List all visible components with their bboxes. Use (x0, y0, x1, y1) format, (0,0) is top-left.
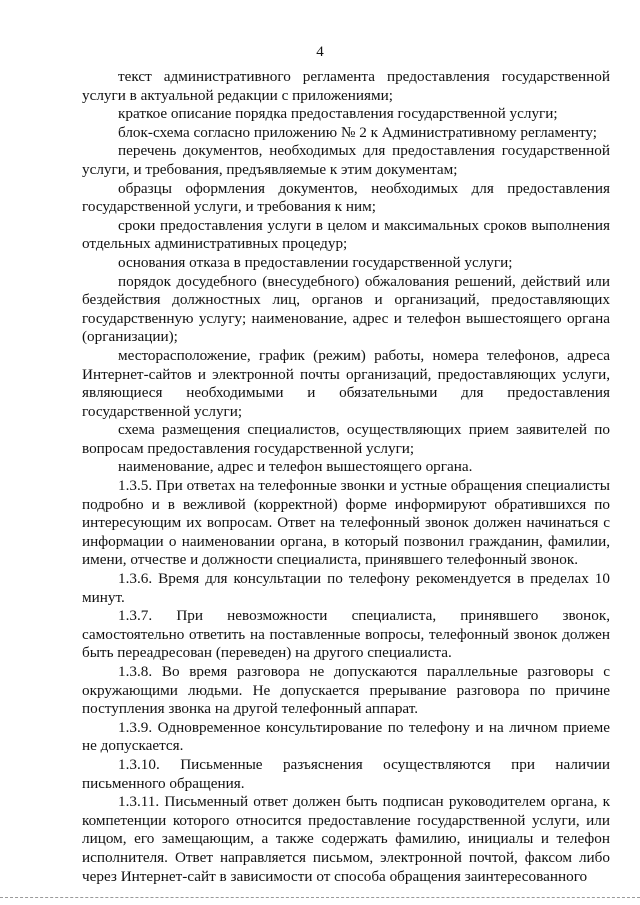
paragraph: порядок досудебного (внесудебного) обжалования решений, действий или бездействия должностных лиц, органов и организаций, предоставляющих государственную услугу; наименование, адрес и телефон вышестоящего органа (организации); (82, 272, 610, 346)
paragraph: сроки предоставления услуги в целом и максимальных сроков выполнения отдельных административных процедур; (82, 216, 610, 253)
paragraph: схема размещения специалистов, осуществляющих прием заявителей по вопросам предоставления государственной услуги; (82, 421, 610, 457)
section-paragraph: 1.3.11. Письменный ответ должен быть подписан руководителем органа, к компетенции которого относится предоставление государственной услуги, или лицом, его замещающим, а также содержать фамилию, инициалы и телефон исполнителя. Ответ направляется письмом, электронной почтой, факсом либо через Интернет-сайт в зависимости от способа обращения заинтересованного (82, 793, 610, 885)
section-paragraph: 1.3.10. Письменные разъяснения осуществляются при наличии письменного обращения. (82, 755, 610, 792)
section-paragraph: 1.3.7. При невозможности специалиста, принявшего звонок, самостоятельно ответить на поставленные вопросы, телефонный звонок должен быть переадресован (переведен) на другого специалиста. (82, 607, 610, 662)
paragraph: текст административного регламента предоставления государственной услуги в актуальной редакции с приложениями; (82, 68, 610, 104)
section-paragraph: 1.3.5. При ответах на телефонные звонки и устные обращения специалисты подробно и в вежливой (корректной) форме информируют обратившихся по интересующим их вопросам. Ответ на телефонный звонок должен начинаться с информации о наименовании органа, в который позвонил гражданин, фамилии, имени, отчестве и должности специалиста, принявшего телефонный звонок. (82, 477, 610, 569)
paragraph: наименование, адрес и телефон вышестоящего органа. (118, 458, 473, 476)
document-body (82, 68, 610, 886)
section-paragraph: 1.3.6. Время для консультации по телефону рекомендуется в пределах 10 минут. (82, 570, 610, 606)
scan-edge-divider (0, 897, 640, 898)
paragraph: месторасположение, график (режим) работы, номера телефонов, адреса Интернет-сайтов и электронной почты организаций, предоставляющих услуги, являющиеся необходимыми и обязательными для предоставления государственной услуги; (82, 346, 610, 420)
paragraph: основания отказа в предоставлении государственной услуги; (118, 253, 513, 271)
page-number: 4 (316, 44, 324, 60)
paragraph: блок-схема согласно приложению № 2 к Административному регламенту; (118, 123, 598, 141)
section-paragraph: 1.3.8. Во время разговора не допускаются параллельные разговоры с окружающими людьми. Не допускается прерывание разговора по причине поступления звонка на другой телефонный аппарат. (82, 663, 610, 718)
paragraph: перечень документов, необходимых для предоставления государственной услуги, и требования, предъявляемые к этим документам; (82, 142, 610, 178)
section-paragraph: 1.3.9. Одновременное консультирование по телефону и на личном приеме не допускается. (82, 718, 610, 755)
paragraph: краткое описание порядка предоставления государственной услуги; (118, 105, 558, 123)
paragraph: образцы оформления документов, необходимых для предоставления государственной услуги, и требования к ним; (82, 179, 610, 216)
